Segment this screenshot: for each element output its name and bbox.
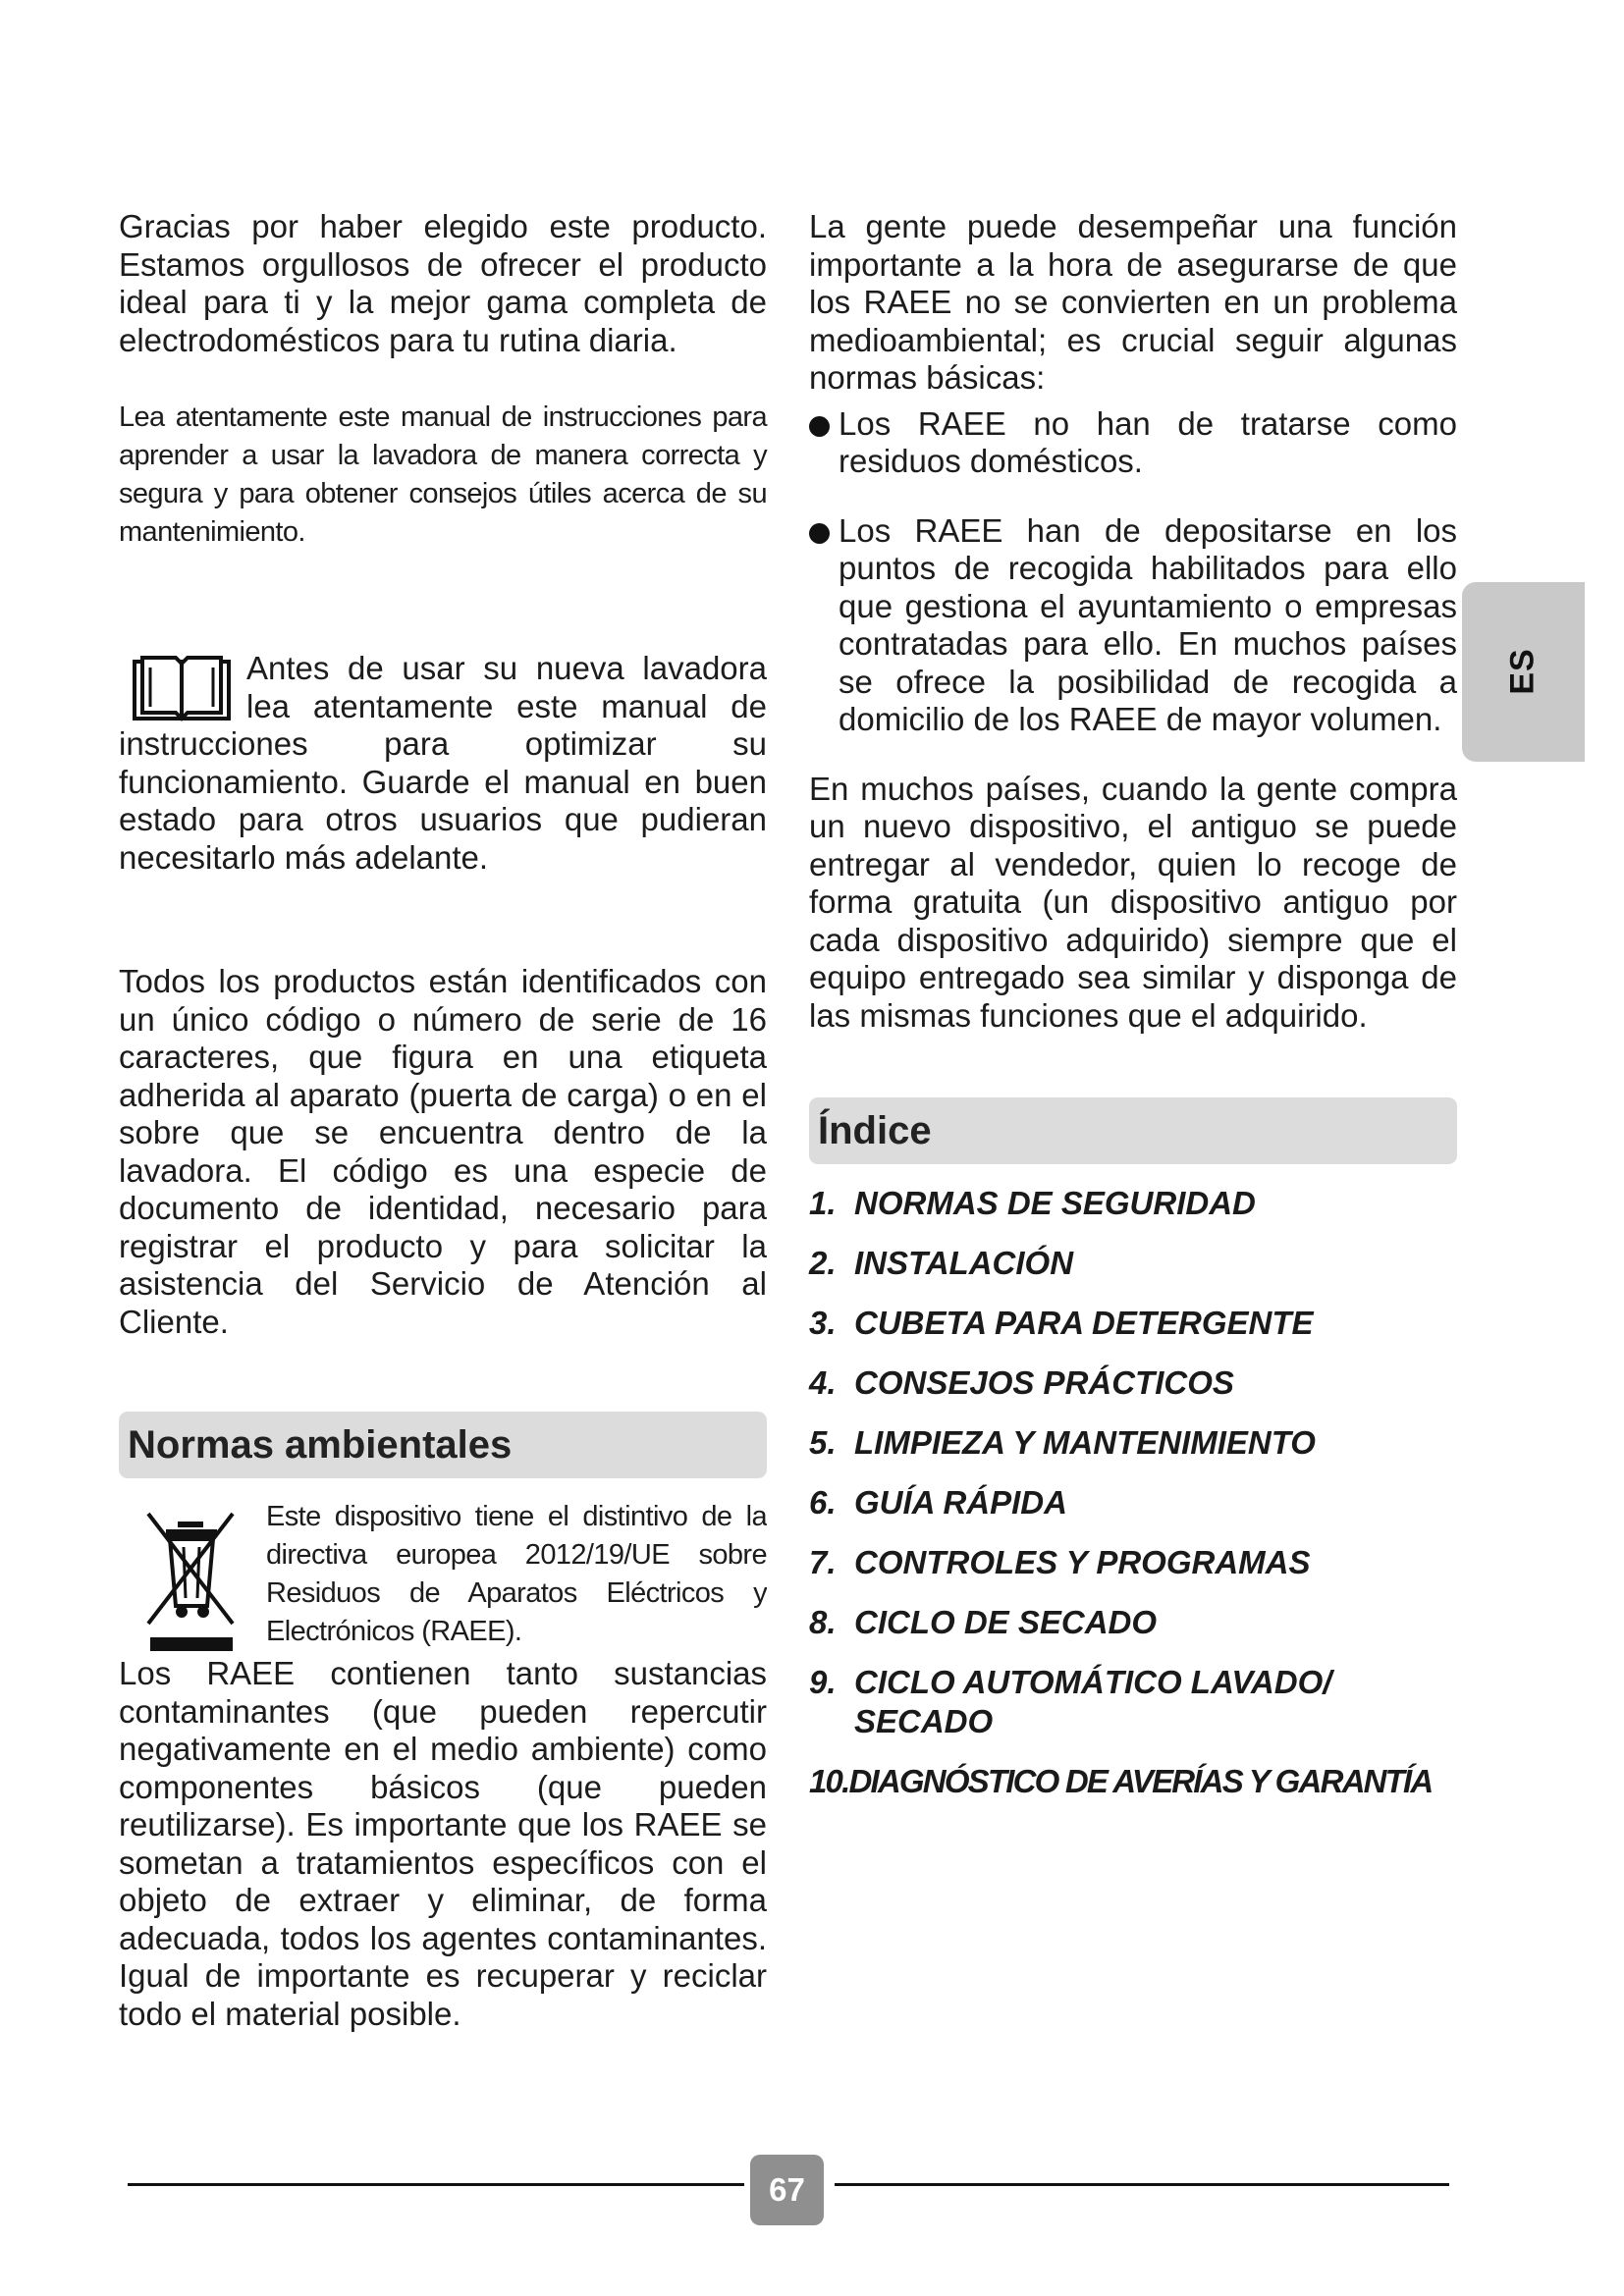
stores-paragraph: En muchos países, cuando la gente compra un nuevo dispositivo, el antiguo se puede entregar al vendedor, quien lo recoge de forma gratuita (un dispositivo antiguo por cada dispositivo adquirido) siempre que el equipo entregado sea similar y disponga de las mismas funciones que el adquirido. (809, 770, 1457, 1034)
intro-paragraph: Gracias por haber elegido este producto. Estamos orgullosos de ofrecer el producto ideal para ti y la mejor gama completa de electrodomésticos para tu rutina diaria. (119, 208, 767, 358)
toc-item[interactable]: 2. INSTALACIÓN (809, 1245, 1074, 1281)
toc-item[interactable]: 4. CONSEJOS PRÁCTICOS (809, 1364, 1234, 1401)
weee-contains-paragraph: Los RAEE contienen tanto sustancias contaminantes (que pueden repercutir negativamente en el medio ambiente) como componentes básicos (que pueden reutilizarse). Es importante que los RAEE se sometan a tratamientos específicos con el objeto de extraer y eliminar, de forma adecuada, todos los agentes contaminantes. Igual de importante es recuperar y reciclar todo el material posible. (119, 1655, 767, 2032)
weee-block (119, 1498, 767, 1655)
before-use-paragraph: Antes de usar su nueva lavadora lea atentamente este manual de instrucciones para optimizar su funcionamiento. Guarde el manual en buen estado para otros usuarios que pudieran necesitarlo más adelante. (119, 650, 767, 876)
list-item (809, 405, 1457, 481)
toc-item[interactable]: 1. NORMAS DE SEGURIDAD (809, 1185, 1256, 1221)
book-icon (133, 654, 231, 722)
rules-list (809, 405, 1457, 739)
left-column (119, 208, 767, 2033)
table-of-contents (809, 1184, 1457, 1801)
index-heading: Índice (809, 1097, 1457, 1164)
list-item (809, 512, 1457, 739)
read-manual-paragraph: Lea atentamente este manual de instrucciones para aprender a usar la lavadora de manera correcta y segura y para obtener consejos útiles acerca de su mantenimiento. (119, 401, 767, 548)
footer-rule-left (128, 2183, 744, 2186)
toc-item[interactable]: 5. LIMPIEZA Y MANTENIMIENTO (809, 1424, 1316, 1461)
identification-paragraph: Todos los productos están identificados con un único código o número de serie de 16 caracteres, que figura en una etiqueta adherida al aparato (puerta de carga) o en el sobre que se encuentra dentro de la lavadora. El código es una especie de documento de identidad, necesario para registrar el producto y para solicitar la asistencia del Servicio de Atención al Cliente. (119, 963, 767, 1340)
right-column (809, 208, 1457, 1822)
toc-item[interactable]: 8. CICLO DE SECADO (809, 1604, 1158, 1640)
language-tab-label: ES (1503, 648, 1542, 695)
bullet-icon (809, 416, 830, 437)
people-paragraph: La gente puede desempeñar una función importante a la hora de asegurarse de que los RAEE no se convierten en un problema medioambiental; es crucial seguir algunas normas básicas: (809, 208, 1457, 396)
weee-directive-paragraph: Este dispositivo tiene el distintivo de la directiva europea 2012/19/UE sobre Residuos de Aparatos Eléctricos y Electrónicos (RAEE). (266, 1501, 767, 1647)
before-use-block (119, 650, 767, 877)
bullet-icon (809, 523, 830, 544)
toc-item[interactable]: 10. DIAGNÓSTICO DE AVERÍAS Y GARANTÍA (809, 1763, 1433, 1799)
rule-text: Los RAEE no han de tratarse como residuos domésticos. (839, 404, 1457, 479)
toc-item[interactable]: 3. CUBETA PARA DETERGENTE (809, 1305, 1314, 1341)
language-tab (1462, 582, 1585, 762)
toc-item[interactable]: 9. CICLO AUTOMÁTICO LAVADO/ SECADO (809, 1664, 1332, 1739)
environment-heading: Normas ambientales (119, 1412, 767, 1478)
toc-item[interactable]: 7. CONTROLES Y PROGRAMAS (809, 1544, 1311, 1580)
toc-item[interactable]: 6. GUÍA RÁPIDA (809, 1484, 1067, 1521)
crossed-bin-icon (142, 1508, 241, 1655)
rule-text: Los RAEE han de depositarse en los puntos de recogida habilitados para ello que gestiona el ayuntamiento o empresas contratadas para ello. En muchos países se ofrece la posibilidad de recogida a domicilio de los RAEE de mayor volumen. (839, 511, 1457, 737)
footer-rule-right (835, 2183, 1449, 2186)
page-number: 67 (750, 2155, 824, 2225)
